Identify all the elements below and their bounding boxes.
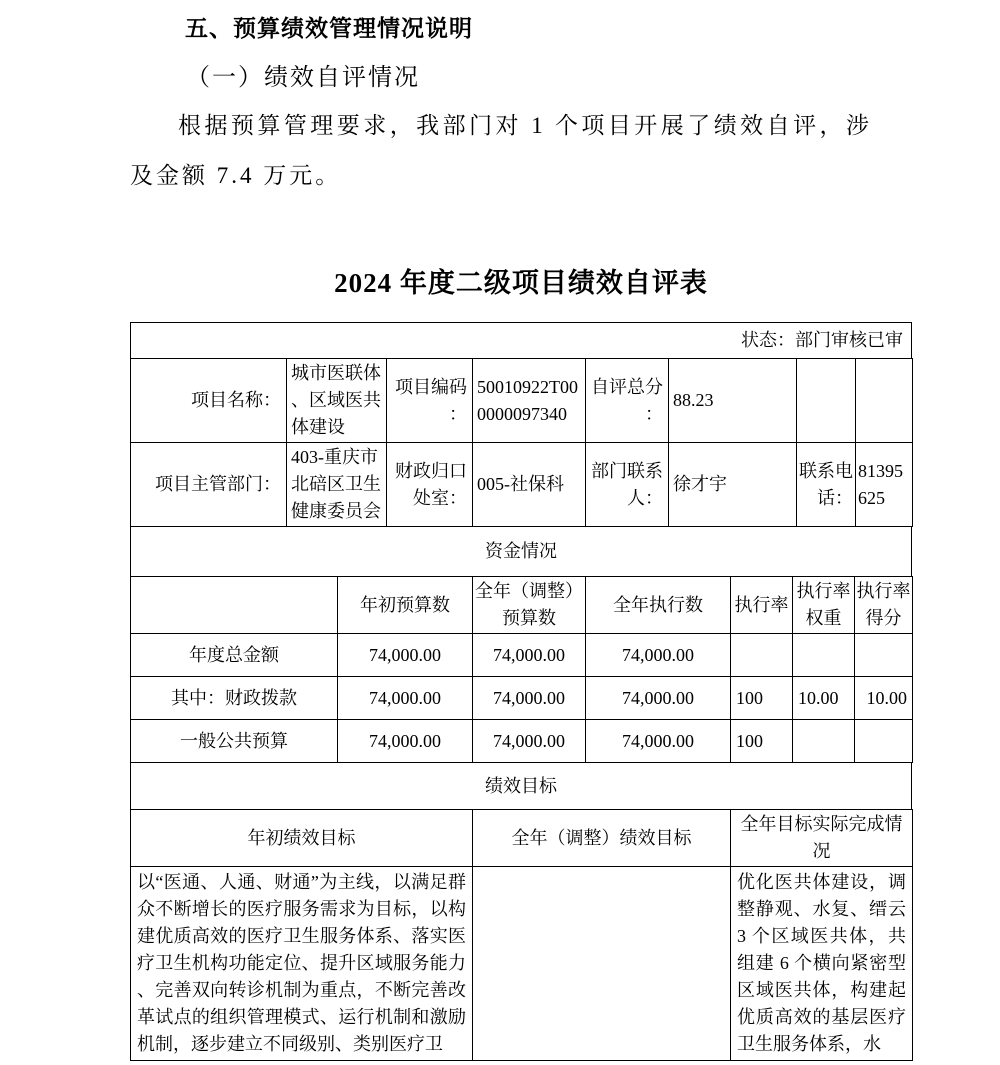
self-score-label: 自评总分： [586, 359, 669, 443]
funds-header-executed: 全年执行数 [586, 577, 731, 634]
goal-body-initial: 以“医通、人通、财通”为主线，以满足群众不断增长的医疗服务需求为目标，以构建优质高效的医疗卫生服务体系、落实医疗卫生机构功能定位、提升区域服务能力、完善双向转诊机制为重点，不断完善改革试点的组织管理模式、运行机制和激励机制，逐步建立不同级别、类别医疗卫 [131, 867, 473, 1061]
cell-executed: 74,000.00 [586, 677, 731, 720]
cell-executed: 74,000.00 [586, 634, 731, 677]
goals-table [130, 809, 913, 1061]
funds-header-exec-rate-weight: 执行率权重 [793, 577, 855, 634]
funds-section-table [130, 526, 912, 577]
funds-row-label: 年度总金额 [131, 634, 338, 677]
funds-section-row [131, 527, 912, 577]
status-row-table [130, 322, 912, 359]
cell-exec-rate: 100 [731, 720, 793, 763]
cell-exec-rate-weight: 10.00 [793, 677, 855, 720]
status-row [131, 323, 912, 359]
funds-row-public-budget [131, 720, 913, 763]
funds-row-total [131, 634, 913, 677]
cell-exec-rate [731, 634, 793, 677]
funds-row-label: 一般公共预算 [131, 720, 338, 763]
goal-body-actual: 优化医共体建设，调整静观、水复、缙云 3 个区域医共体，共组建 6 个横向紧密型区域医共体，构建起优质高效的基层医疗卫生服务体系，水 [731, 867, 913, 1061]
cell-initial-budget: 74,000.00 [338, 677, 473, 720]
empty-cell [797, 359, 856, 443]
funds-row-fiscal [131, 677, 913, 720]
subsection-heading: （一）绩效自评情况 [186, 65, 420, 91]
intro-paragraph: 根据预算管理要求，我部门对 1 个项目开展了绩效自评，涉及金额 7.4 万元。 [130, 113, 872, 188]
supervisor-dept-value: 403-重庆市北碚区卫生健康委员会 [287, 443, 387, 527]
self-score-value: 88.23 [669, 359, 797, 443]
funds-header-adjusted-budget: 全年（调整）预算数 [473, 577, 586, 634]
goal-header-actual: 全年目标实际完成情况 [731, 810, 913, 867]
cell-exec-rate-weight [793, 720, 855, 763]
self-assessment-table [130, 322, 914, 1061]
cell-adjusted-budget: 74,000.00 [473, 634, 586, 677]
funds-header-blank [131, 577, 338, 634]
project-code-label: 项目编码： [387, 359, 473, 443]
funds-header-exec-rate: 执行率 [731, 577, 793, 634]
cell-exec-rate-score [855, 720, 913, 763]
status-text: 状态：部门审核已审 [131, 323, 912, 359]
cell-adjusted-budget: 74,000.00 [473, 677, 586, 720]
funds-header-row [131, 577, 913, 634]
supervisor-dept-label: 项目主管部门： [131, 443, 287, 527]
cell-exec-rate-weight [793, 634, 855, 677]
project-name-label: 项目名称： [131, 359, 287, 443]
finance-office-label: 财政归口处室： [387, 443, 473, 527]
contact-person-value: 徐才宇 [669, 443, 797, 527]
goal-header-adjusted: 全年（调整）绩效目标 [473, 810, 731, 867]
finance-office-value: 005-社保科 [473, 443, 586, 527]
cell-exec-rate: 100 [731, 677, 793, 720]
goals-section-title: 绩效目标 [131, 763, 912, 810]
goal-header-initial: 年初绩效目标 [131, 810, 473, 867]
cell-adjusted-budget: 74,000.00 [473, 720, 586, 763]
goals-section-row [131, 763, 912, 810]
project-code-value: 50010922T000000097340 [473, 359, 586, 443]
project-name-value: 城市医联体、区域医共体建设 [287, 359, 387, 443]
table-title: 2024 年度二级项目绩效自评表 [334, 268, 708, 298]
cell-initial-budget: 74,000.00 [338, 720, 473, 763]
funds-row-label: 其中：财政拨款 [131, 677, 338, 720]
cell-exec-rate-score [855, 634, 913, 677]
cell-initial-budget: 74,000.00 [338, 634, 473, 677]
funds-table [130, 576, 913, 763]
funds-section-title: 资金情况 [131, 527, 912, 577]
project-info-table [130, 358, 913, 527]
contact-phone-label: 联系电话： [797, 443, 856, 527]
goals-section-table [130, 762, 912, 810]
goals-body-row [131, 867, 913, 1061]
contact-phone-value: 81395625 [856, 443, 913, 527]
funds-header-initial-budget: 年初预算数 [338, 577, 473, 634]
goal-body-adjusted [473, 867, 731, 1061]
funds-header-exec-rate-score: 执行率得分 [855, 577, 913, 634]
contact-person-label: 部门联系人： [586, 443, 669, 527]
project-name-row [131, 359, 913, 443]
cell-executed: 74,000.00 [586, 720, 731, 763]
section-heading: 五、预算绩效管理情况说明 [185, 15, 473, 41]
supervisor-dept-row [131, 443, 913, 527]
cell-exec-rate-score: 10.00 [855, 677, 913, 720]
goals-header-row [131, 810, 913, 867]
empty-cell [856, 359, 913, 443]
